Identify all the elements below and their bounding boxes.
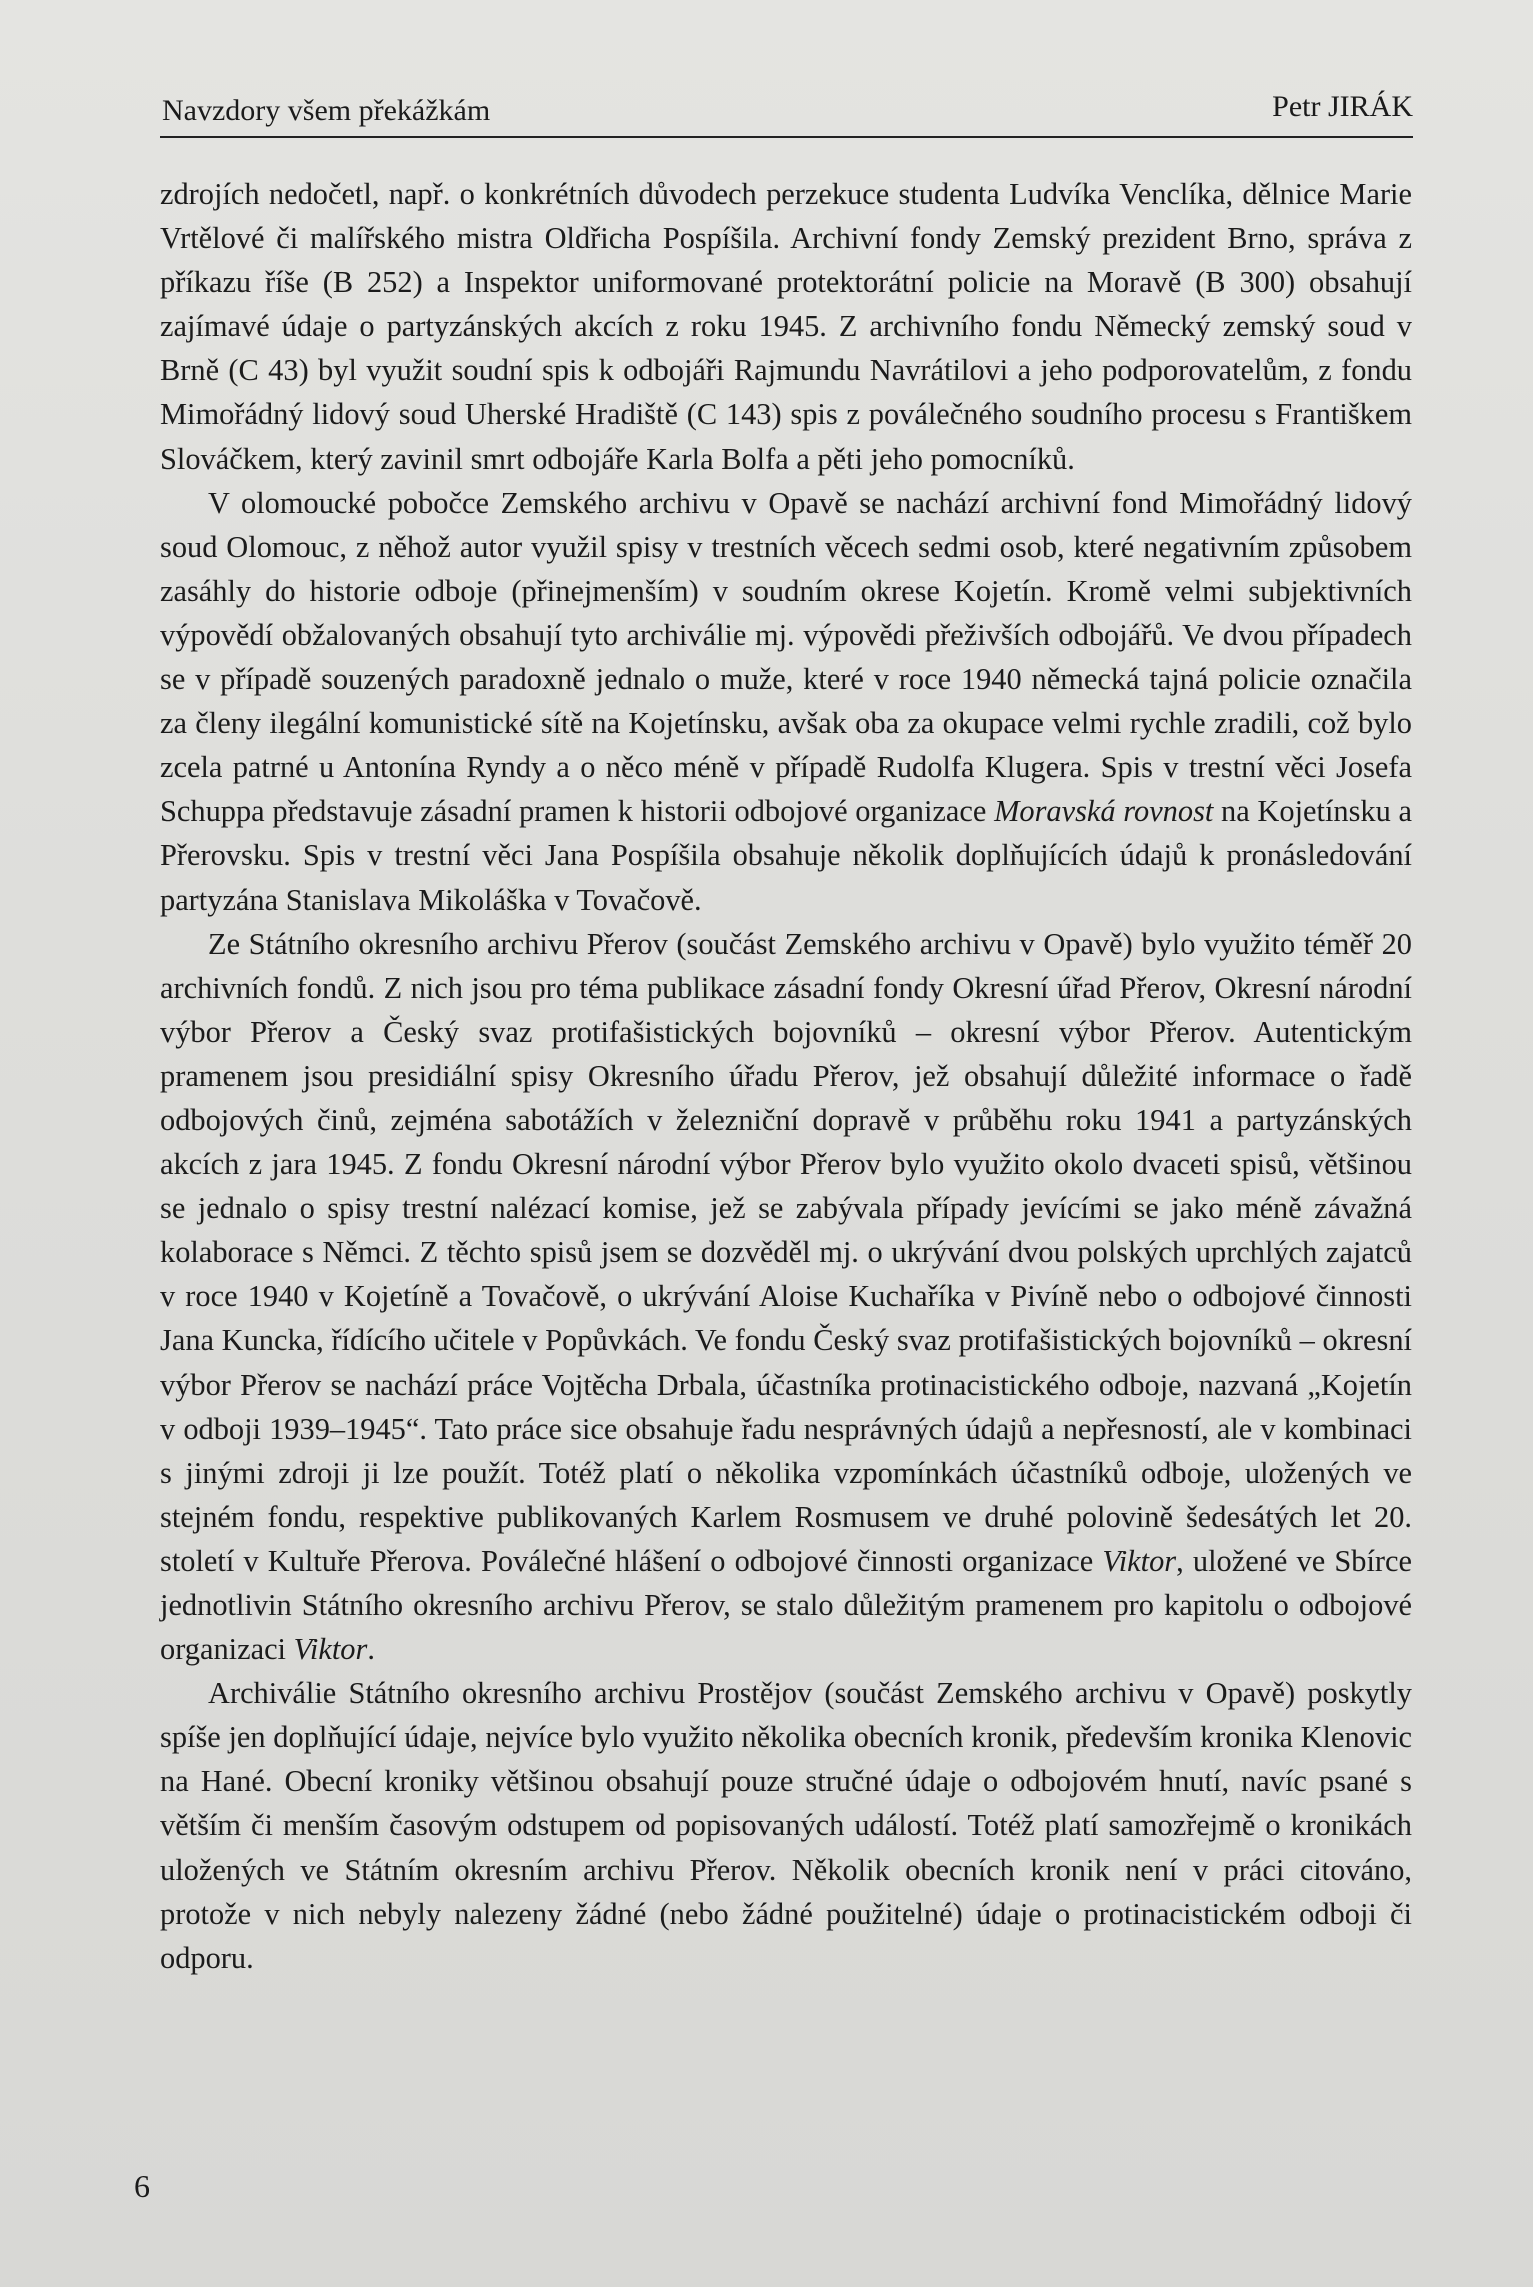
paragraph-text: , uložené ve Sbírce jednotlivin Státního okresního archivu Přerov, se stalo důležitým pramenem pro kapitolu o odbojové organizaci: [160, 1543, 1412, 1667]
paragraph-text: .: [367, 1632, 375, 1667]
organization-name: Viktor: [1102, 1543, 1177, 1578]
body-text: [160, 172, 1412, 1980]
paragraph: [160, 1671, 1412, 1980]
running-header-author: Petr JIRÁK: [1272, 90, 1413, 123]
page-number: 6: [134, 2168, 150, 2204]
paragraph: [160, 172, 1412, 481]
running-header-title: Navzdory všem překážkám: [162, 94, 491, 127]
paragraph-text: Archiválie Státního okresního archivu Prostějov (součást Zemského archivu v Opavě) poskytly spíše jen doplňující údaje, nejvíce bylo využito několika obecních kronik, především kronika Klenovic na Hané. Obecní kroniky většinou obsahují pouze stručné údaje o odbojovém hnutí, navíc psané s větším či menším časovým odstupem od popisovaných událostí. Totéž platí samozřejmě o kronikách uložených ve Státním okresním archivu Přerov. Několik obecních kronik není v práci citováno, protože v nich nebyly nalezeny žádné (nebo žádné použitelné) údaje o protinacistickém odboji či odporu.: [160, 1676, 1412, 1975]
organization-name: Moravská rovnost: [994, 794, 1214, 829]
running-header: [160, 84, 1413, 138]
paragraph-text: zdrojích nedočetl, např. o konkrétních důvodech perzekuce studenta Ludvíka Venclíka, dělnice Marie Vrtělové či malířského mistra Oldřicha Pospíšila. Archivní fondy Zemský prezident Brno, správa z příkazu říše (B 252) a Inspektor uniformované protektorátní policie na Moravě (B 300) obsahují zajímavé údaje o partyzánských akcích z roku 1945. Z archivního fondu Německý zemský soud v Brně (C 43) byl využit soudní spis k odbojáři Rajmundu Navrátilovi a jeho podporovatelům, z fondu Mimořádný lidový soud Uherské Hradiště (C 143) spis z poválečného soudního procesu s Františkem Slováčkem, který zavinil smrt odbojáře Karla Bolfa a pěti jeho pomocníků.: [160, 177, 1412, 476]
paragraph-text: Ze Státního okresního archivu Přerov (součást Zemského archivu v Opavě) bylo využito téměř 20 archivních fondů. Z nich jsou pro téma publikace zásadní fondy Okresní úřad Přerov, Okresní národní výbor Přerov a Český svaz protifašistických bojovníků – okresní výbor Přerov. Autentickým pramenem jsou presidiální spisy Okresního úřadu Přerov, jež obsahují důležité informace o řadě odbojových činů, zejména sabotážích v železniční dopravě v průběhu roku 1941 a partyzánských akcích z jara 1945. Z fondu Okresní národní výbor Přerov bylo využito okolo dvaceti spisů, většinou se jednalo o spisy trestní nalézací komise, jež se zabývala případy jevícími se jako méně závažná kolaborace s Němci. Z těchto spisů jsem se dozvěděl mj. o ukrývání dvou polských uprchlých zajatců v roce 1940 v Kojetíně a Tovačově, o ukrývání Aloise Kuchaříka v Pivíně nebo o odbojové činnosti Jana Kuncka, řídícího učitele v Popůvkách. Ve fondu Český svaz protifašistických bojovníků – okresní výbor Přerov se nachází práce Vojtěcha Drbala, účastníka protinacistického odboje, nazvaná „Kojetín v odboji 1939–1945“. Tato práce sice obsahuje řadu nesprávných údajů a nepřesností, ale v kombinaci s jinými zdroji ji lze použít. Totéž platí o několika vzpomínkách účastníků odboje, uložených ve stejném fondu, respektive publikovaných Karlem Rosmusem ve druhé polovině šedesátých let 20. století v Kultuře Přerova. Poválečné hlášení o odbojové činnosti organizace: [160, 926, 1412, 1578]
paragraph-text: na Kojetínsku a Přerovsku. Spis v trestní věci Jana Pospíšila obsahuje několik doplňujících údajů k pronásledování partyzána Stanislava Mikoláška v Tovačově.: [160, 794, 1412, 917]
paragraph: [160, 922, 1412, 1672]
paragraph: [160, 481, 1412, 922]
organization-name: Viktor: [293, 1632, 368, 1667]
paragraph-text: V olomoucké pobočce Zemského archivu v Opavě se nachází archivní fond Mimořádný lidový soud Olomouc, z něhož autor využil spisy v trestních věcech sedmi osob, které negativním způsobem zasáhly do historie odboje (přinejmenším) v soudním okrese Kojetín. Kromě velmi subjektivních výpovědí obžalovaných obsahují tyto archiválie mj. výpovědi přeživších odbojářů. Ve dvou případech se v případě souzených paradoxně jednalo o muže, které v roce 1940 německá tajná policie označila za členy ilegální komunistické sítě na Kojetínsku, avšak oba za okupace velmi rychle zradili, což bylo zcela patrné u Antonína Ryndy a o něco méně v případě Rudolfa Klugera. Spis v trestní věci Josefa Schuppa představuje zásadní pramen k historii odbojové organizace: [160, 485, 1412, 829]
